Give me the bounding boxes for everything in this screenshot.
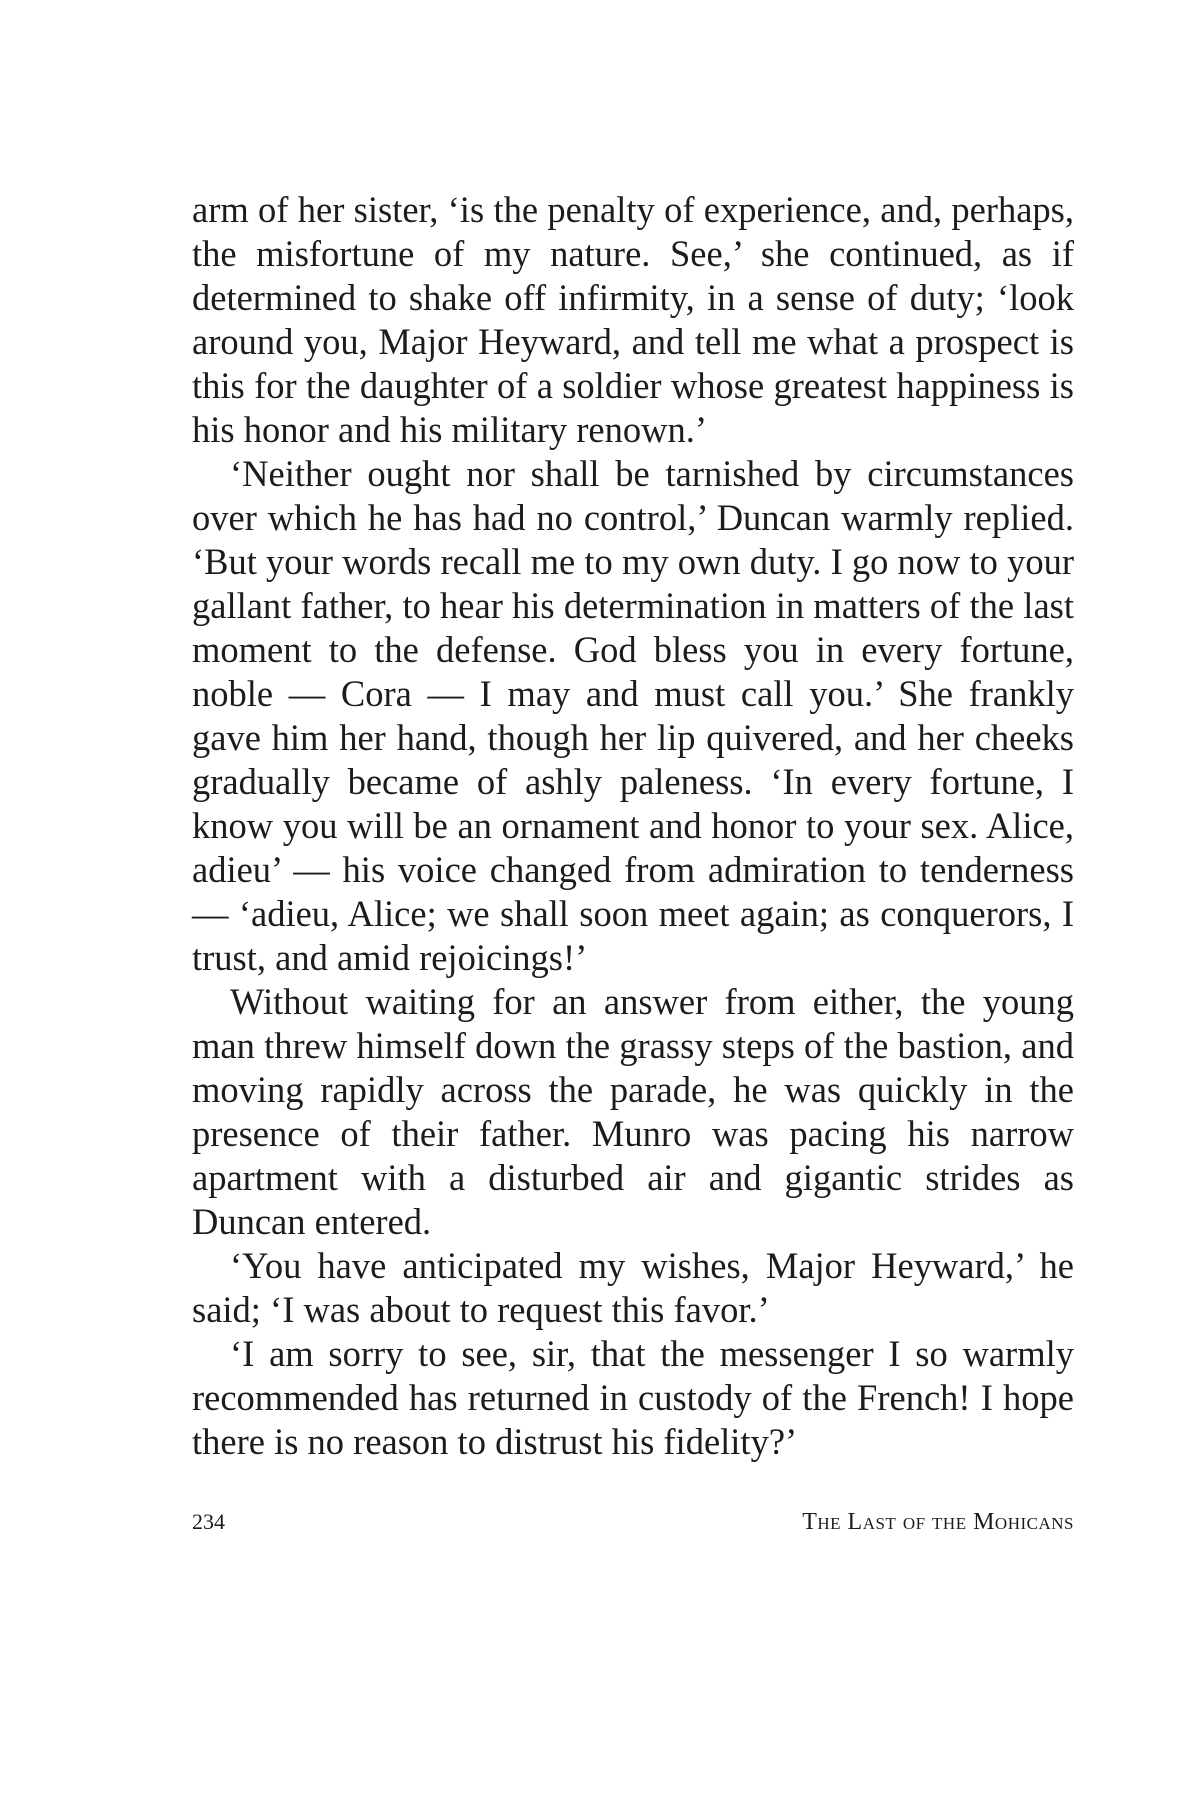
running-title: The Last of the Mohicans (802, 1509, 1074, 1535)
paragraph-5: ‘I am sorry to see, sir, that the messenger I so warmly recommended has returned in custody of the French! I hope there is no reason to distrust his fidelity?’ (192, 1333, 1074, 1462)
paragraph-1: arm of her sister, ‘is the penalty of experience, and, perhaps, the misfortune of my nature. See,’ she continued, as if determined to shake off infirmity, in a sense of duty; ‘look around you, Major Heyward, and tell me what a prospect is this for the daughter of a soldier whose greatest happiness is his honor and his military renown.’ (192, 189, 1074, 450)
paragraph-3: Without waiting for an answer from either, the young man threw himself down the grassy steps of the bastion, and moving rapidly across the parade, he was quickly in the presence of their father. Munro was pacing his narrow apartment with a disturbed air and gigantic strides as Duncan entered. (192, 981, 1074, 1242)
body-text (192, 188, 1074, 1464)
paragraph-4: ‘You have anticipated my wishes, Major Heyward,’ he said; ‘I was about to request this favor.’ (192, 1245, 1074, 1330)
page-footer (192, 1502, 1074, 1542)
paragraph-2: ‘Neither ought nor shall be tarnished by circumstances over which he has had no control,’ Duncan warmly replied. ‘But your words recall me to my own duty. I go now to your gallant father, to hear his determination in matters of the last moment to the defense. God bless you in every fortune, noble — Cora — I may and must call you.’ She frankly gave him her hand, though her lip quivered, and her cheeks gradually became of ashly paleness. ‘In every fortune, I know you will be an ornament and honor to your sex. Alice, adieu’ — his voice changed from admiration to tenderness — ‘adieu, Alice; we shall soon meet again; as conquerors, I trust, and amid rejoicings!’ (192, 453, 1074, 978)
page-number: 234 (192, 1509, 225, 1534)
